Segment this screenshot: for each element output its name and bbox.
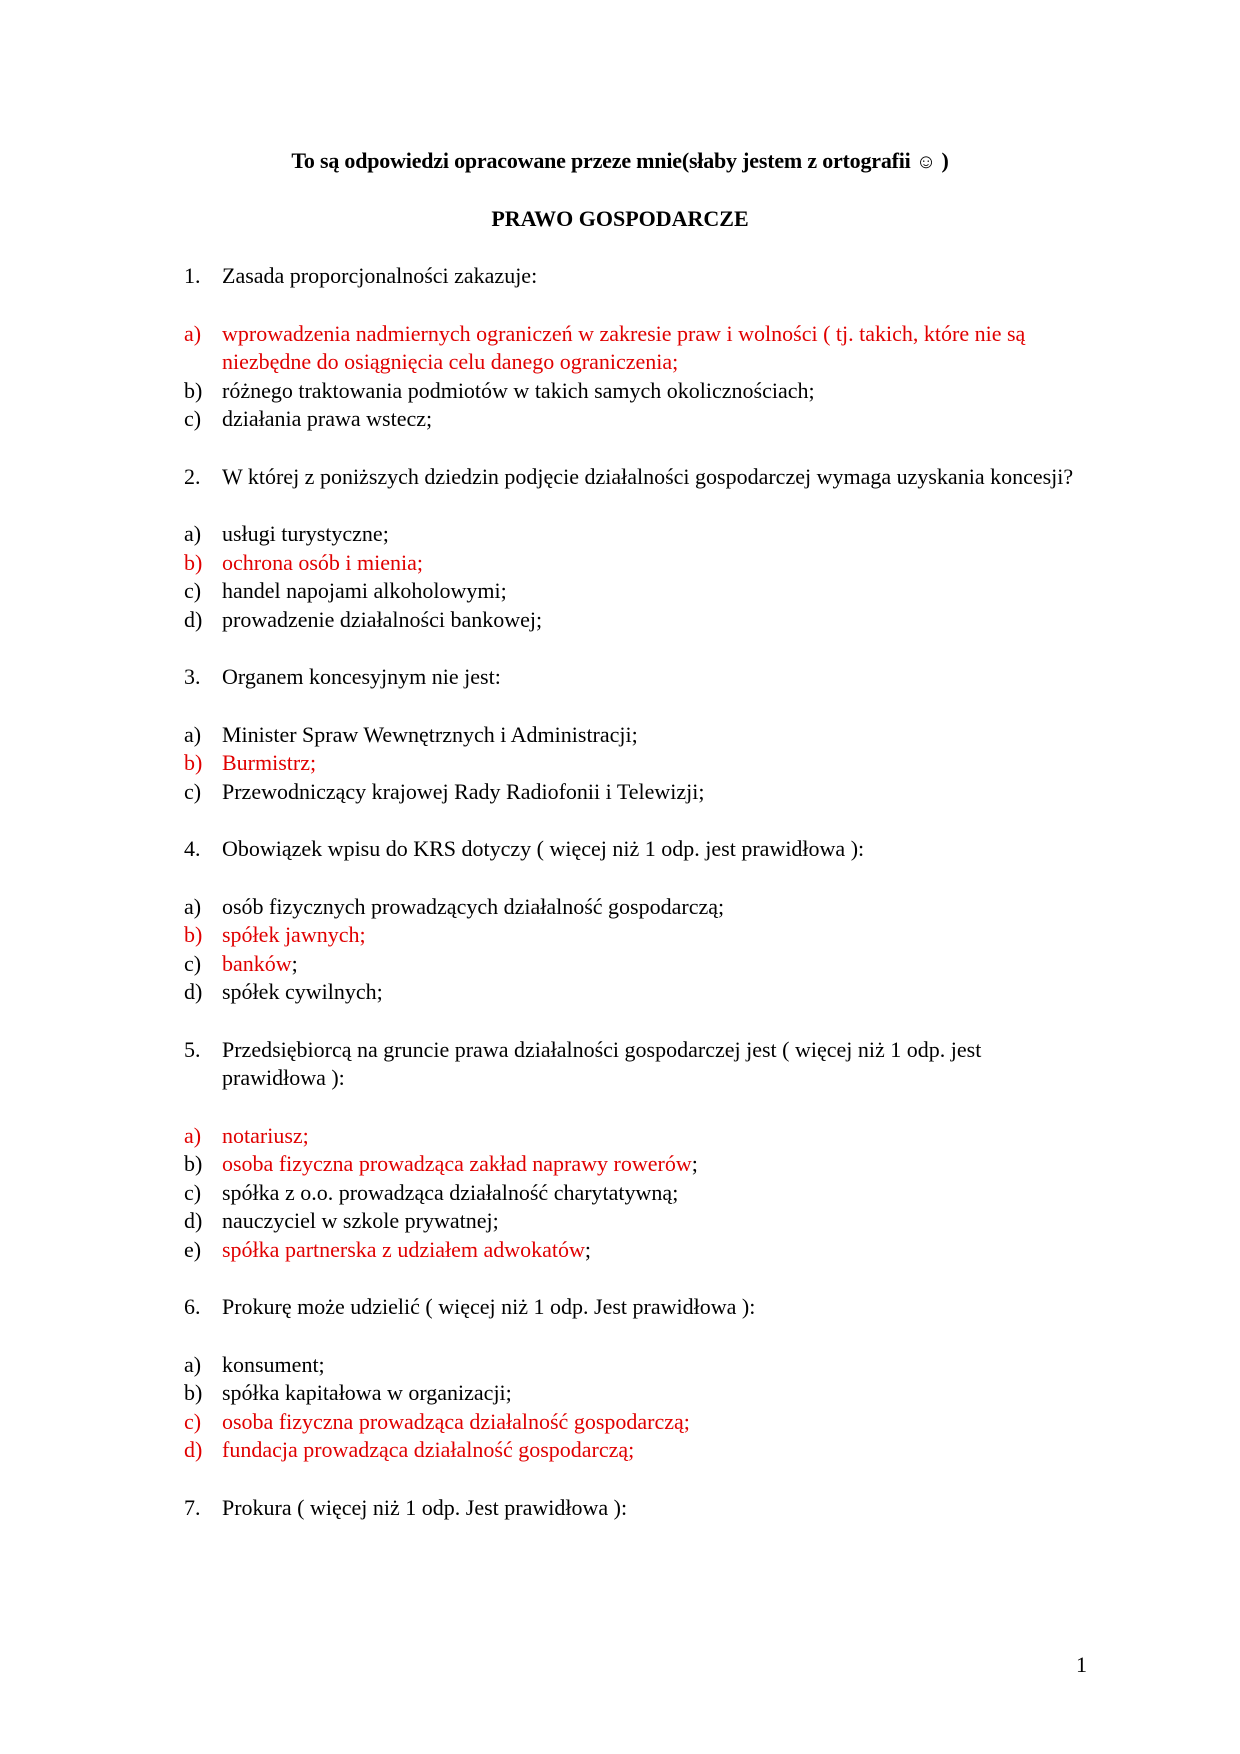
answer-option: [184, 405, 1090, 434]
answer-text: [222, 749, 1090, 778]
spacer: [184, 291, 1090, 320]
answer-text: [222, 1207, 1090, 1236]
spacer: [184, 491, 1090, 520]
answer-text: [222, 1122, 1090, 1151]
answer-option: [184, 320, 1090, 377]
question: [184, 835, 1090, 864]
answer-text: [222, 893, 1090, 922]
answer-letter: e): [184, 1236, 202, 1262]
spacer: [184, 434, 1090, 463]
answer-segment: ;: [584, 1236, 591, 1262]
answer-option: [184, 520, 1090, 549]
spacer: [184, 1322, 1090, 1351]
question-text: Organem koncesyjnym nie jest:: [222, 664, 501, 689]
correct-answer-text: notariusz;: [222, 1122, 309, 1148]
answer-letter: b): [184, 750, 203, 775]
answer-segment: spółka z o.o. prowadząca działalność charytatywną;: [222, 1179, 679, 1205]
answer-segment: różnego traktowania podmiotów w takich samych okolicznościach;: [222, 377, 815, 403]
answer-option: [184, 1207, 1090, 1236]
answer-option: [184, 893, 1090, 922]
answer-option: [184, 1122, 1090, 1151]
answer-letter: a): [184, 320, 202, 346]
spacer: [184, 1007, 1090, 1036]
answer-option: [184, 377, 1090, 406]
header-close: ): [936, 148, 949, 173]
answer-text: [222, 1408, 1090, 1437]
answer-letter: c): [184, 406, 202, 431]
question-number: 5.: [184, 1036, 201, 1062]
question-text: W której z poniższych dziedzin podjęcie działalności gospodarczej wymaga uzyskania koncesji?: [222, 463, 1074, 489]
correct-answer-text: fundacja prowadząca działalność gospodarczą;: [222, 1437, 635, 1462]
answer-letter: d): [184, 606, 203, 632]
answer-option: [184, 1179, 1090, 1208]
question-number: 7.: [184, 1494, 201, 1520]
spacer: [184, 1264, 1090, 1293]
document-header: [0, 148, 1240, 174]
answer-segment: ;: [291, 950, 298, 976]
answer-text: [222, 950, 1090, 979]
answer-option: [184, 1150, 1090, 1179]
question: [184, 663, 1090, 692]
answer-text: [222, 320, 1090, 377]
question-number: 4.: [184, 836, 201, 861]
question: [184, 463, 1090, 492]
answer-segment: usługi turystyczne;: [222, 521, 389, 546]
question-text: Prokurę może udzielić ( więcej niż 1 odp. Jest prawidłowa ):: [222, 1294, 756, 1319]
correct-answer-text: wprowadzenia nadmiernych ograniczeń w zakresie praw i wolności ( tj. takich, które nie są niezbędne do osiągnięcia celu danego ograniczenia;: [222, 320, 1026, 374]
question: [184, 1494, 1090, 1523]
answer-option: [184, 778, 1090, 807]
answer-option: [184, 577, 1090, 606]
answer-text: [222, 1179, 1090, 1208]
answer-letter: a): [184, 521, 202, 546]
answer-letter: a): [184, 1351, 202, 1377]
answer-option: [184, 1408, 1090, 1437]
answer-segment: Minister Spraw Wewnętrznych i Administracji;: [222, 721, 638, 747]
spacer: [184, 634, 1090, 663]
correct-answer-text: osoba fizyczna prowadząca zakład naprawy rowerów: [222, 1151, 692, 1176]
answer-segment: handel napojami alkoholowymi;: [222, 578, 507, 603]
answer-text: [222, 606, 1090, 635]
question: [184, 1036, 1090, 1093]
answer-text: [222, 978, 1090, 1007]
answer-text: [222, 577, 1090, 606]
answer-letter: c): [184, 1408, 202, 1434]
answer-segment: działania prawa wstecz;: [222, 406, 433, 431]
answer-option: [184, 721, 1090, 750]
answer-letter: a): [184, 893, 202, 919]
correct-answer-text: spółek jawnych;: [222, 922, 366, 947]
answer-letter: a): [184, 1122, 202, 1148]
question-number: 6.: [184, 1294, 201, 1319]
spacer: [184, 864, 1090, 893]
page-number: 1: [1076, 1652, 1087, 1677]
question-number: 3.: [184, 664, 201, 689]
answer-text: [222, 1236, 1090, 1265]
answer-letter: a): [184, 721, 202, 747]
answer-option: [184, 1436, 1090, 1465]
answer-text: [222, 405, 1090, 434]
answer-option: [184, 950, 1090, 979]
answer-letter: c): [184, 950, 202, 976]
question: [184, 262, 1090, 291]
correct-answer-text: osoba fizyczna prowadząca działalność gospodarczą;: [222, 1408, 690, 1434]
question: [184, 1293, 1090, 1322]
answer-text: [222, 1436, 1090, 1465]
answer-letter: c): [184, 578, 202, 603]
answer-segment: prowadzenie działalności bankowej;: [222, 606, 543, 632]
answer-segment: ;: [691, 1151, 698, 1176]
answer-text: [222, 520, 1090, 549]
answer-letter: d): [184, 1208, 203, 1233]
answer-option: [184, 749, 1090, 778]
answer-text: [222, 921, 1090, 950]
question-text: Prokura ( więcej niż 1 odp. Jest prawidłowa ):: [222, 1494, 628, 1520]
answer-letter: b): [184, 377, 203, 403]
answer-letter: b): [184, 922, 203, 947]
answer-text: [222, 377, 1090, 406]
answer-segment: spółka kapitałowa w organizacji;: [222, 1380, 512, 1405]
correct-answer-text: Burmistrz;: [222, 750, 317, 775]
answer-letter: c): [184, 1179, 202, 1205]
correct-answer-text: banków: [222, 950, 292, 976]
question-list: [184, 262, 1090, 1522]
spacer: [184, 1465, 1090, 1494]
answer-letter: d): [184, 1437, 203, 1462]
answer-option: [184, 549, 1090, 578]
question-number: 1.: [184, 263, 201, 288]
spacer: [184, 806, 1090, 835]
question-text: Obowiązek wpisu do KRS dotyczy ( więcej niż 1 odp. jest prawidłowa ):: [222, 836, 865, 861]
correct-answer-text: spółka partnerska z udziałem adwokatów: [222, 1236, 585, 1262]
answer-option: [184, 921, 1090, 950]
answer-letter: c): [184, 778, 202, 804]
smiley-icon: ☺: [915, 151, 937, 173]
answer-text: [222, 1150, 1090, 1179]
answer-letter: b): [184, 1151, 203, 1176]
spacer: [184, 692, 1090, 721]
answer-segment: konsument;: [222, 1351, 325, 1377]
answer-option: [184, 1351, 1090, 1380]
answer-letter: d): [184, 979, 203, 1004]
answer-text: [222, 1379, 1090, 1408]
answer-segment: spółek cywilnych;: [222, 979, 383, 1004]
correct-answer-text: ochrona osób i mienia;: [222, 549, 424, 575]
answer-text: [222, 721, 1090, 750]
answer-letter: b): [184, 549, 203, 575]
answer-text: [222, 1351, 1090, 1380]
answer-segment: Przewodniczący krajowej Rady Radiofonii i Telewizji;: [222, 778, 705, 804]
answer-letter: b): [184, 1380, 203, 1405]
answer-text: [222, 549, 1090, 578]
section-title: PRAWO GOSPODARCZE: [491, 206, 749, 231]
spacer: [184, 1093, 1090, 1122]
answer-option: [184, 1379, 1090, 1408]
answer-option: [184, 1236, 1090, 1265]
question-text: Zasada proporcjonalności zakazuje:: [222, 263, 538, 288]
answer-segment: osób fizycznych prowadzących działalność gospodarczą;: [222, 893, 725, 919]
answer-segment: nauczyciel w szkole prywatnej;: [222, 1208, 499, 1233]
answer-text: [222, 778, 1090, 807]
answer-option: [184, 978, 1090, 1007]
question-text: Przedsiębiorcą na gruncie prawa działalności gospodarczej jest ( więcej niż 1 odp. jest prawidłowa ):: [222, 1036, 982, 1090]
answer-option: [184, 606, 1090, 635]
header-title: To są odpowiedzi opracowane przeze mnie(słaby jestem z ortografii: [291, 148, 911, 173]
question-number: 2.: [184, 463, 201, 489]
